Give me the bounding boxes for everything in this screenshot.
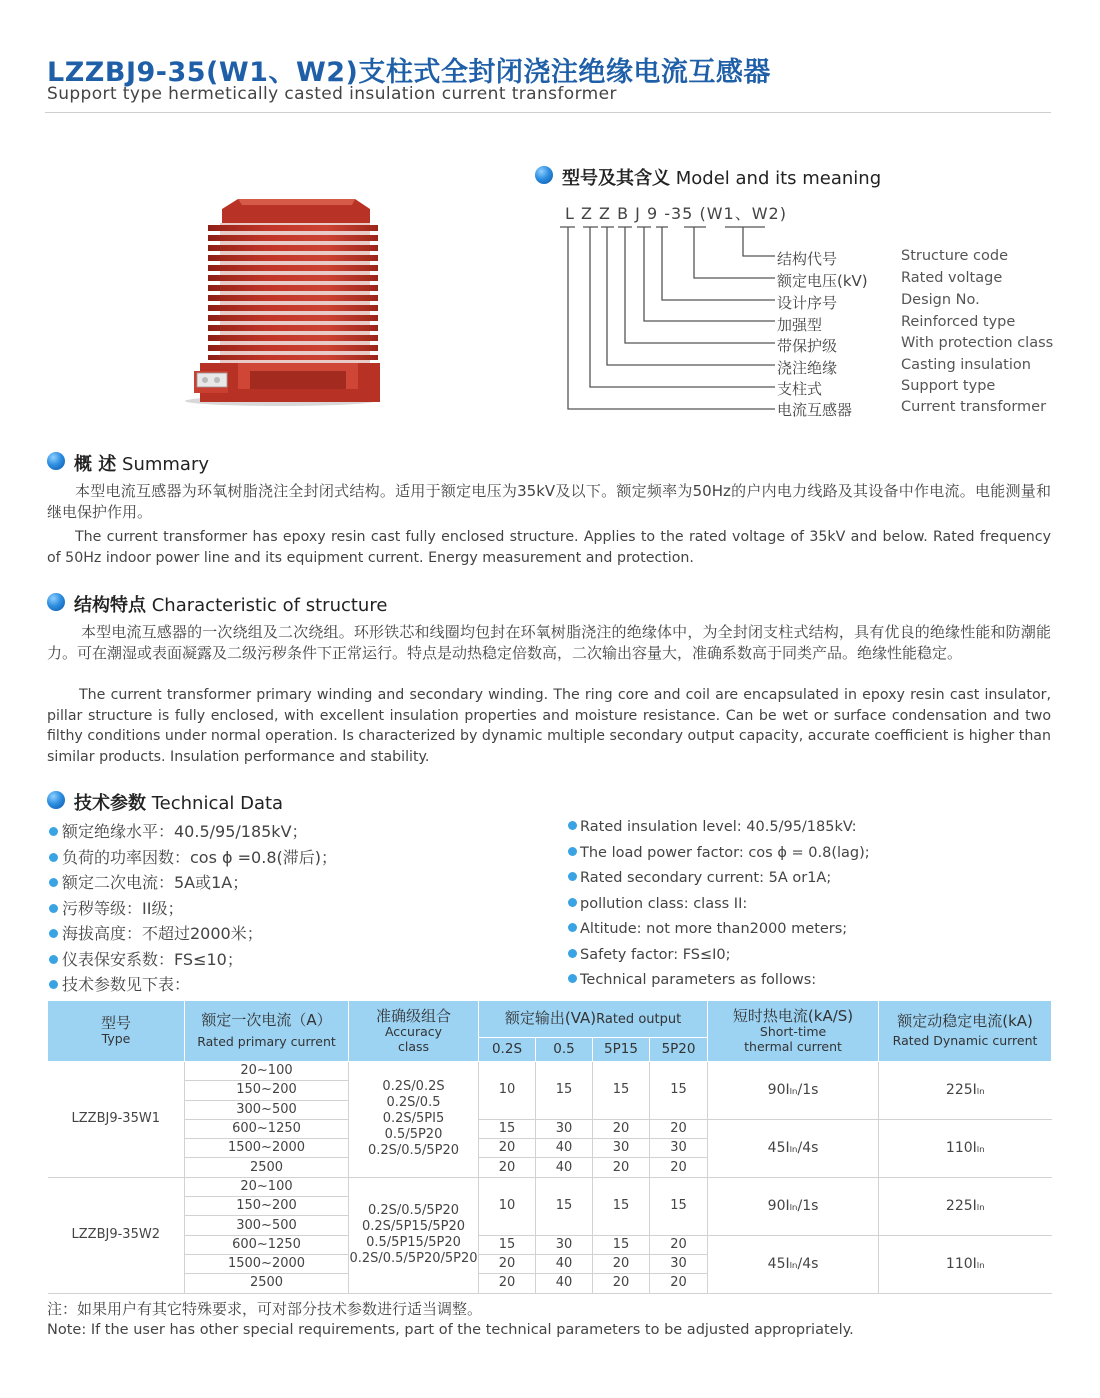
meaning-item-cn: 电流互感器 xyxy=(777,401,853,419)
col-header-current: 额定一次电流（A） Rated primary current xyxy=(185,1001,349,1062)
page-subtitle: Support type hermetically casted insulation current transformer xyxy=(47,84,617,104)
output-cell: 15 xyxy=(536,1062,593,1120)
tech-item-cn: 技术参数见下表： xyxy=(49,972,190,995)
model-code: L Z Z B J 9 -35 (W1、W2) xyxy=(565,204,787,223)
col-header-type: 型号 Type xyxy=(48,1001,185,1062)
model-heading-en: Model and its meaning xyxy=(675,168,882,189)
dot-icon xyxy=(49,853,58,862)
col-header-output-sub: 5P15 xyxy=(593,1038,650,1062)
col-header-dynamic: 额定动稳定电流(kA) Rated Dynamic current xyxy=(879,1001,1052,1062)
meaning-item-cn: 额定电压(kV) xyxy=(777,272,868,290)
current-cell: 1500~2000 xyxy=(185,1139,349,1158)
bullet-icon xyxy=(47,452,65,470)
output-cell: 10 xyxy=(479,1177,536,1235)
output-cell: 20 xyxy=(593,1158,650,1177)
meaning-item-cn: 支柱式 xyxy=(777,380,823,398)
output-cell: 10 xyxy=(479,1062,536,1120)
current-cell: 150~200 xyxy=(185,1081,349,1100)
technical-heading-en: Technical Data xyxy=(151,793,284,814)
model-heading xyxy=(562,164,881,190)
meaning-item-cn: 加强型 xyxy=(777,316,823,334)
type-cell: LZZBJ9-35W2 xyxy=(48,1177,185,1293)
current-cell: 2500 xyxy=(185,1158,349,1177)
output-cell: 40 xyxy=(536,1158,593,1177)
structure-heading-en: Characteristic of structure xyxy=(151,595,388,616)
technical-heading xyxy=(74,789,283,815)
structure-text-en: The current transformer primary winding and secondary winding. The ring core and coil are encapsulated in epoxy resin cast insulator, pillar structure is fully enclosed, with excellent insulation properties and moisture resistance. Can be wet or surface condensation and two filthy conditions under normal operation. Is characterized by dynamic multiple secondary output capacity, accurate coefficient is higher than similar products. Insulation performance and stability. xyxy=(47,687,1051,765)
tech-item-en: Rated insulation level: 40.5/95/185kV: xyxy=(568,819,857,835)
output-cell: 15 xyxy=(650,1177,708,1235)
model-diagram-lines xyxy=(560,222,780,417)
dot-icon xyxy=(49,955,58,964)
meaning-item-en: Casting insulation xyxy=(901,357,1031,373)
col-header-output-sub: 0.5 xyxy=(536,1038,593,1062)
dot-icon xyxy=(49,878,58,887)
summary-text-cn: 本型电流互感器为环氧树脂浇注全封闭式结构。适用于额定电压为35kV及以下。额定频率为50Hz的户内电力线路及其设备中作电流。电能测量和继电保护作用。 xyxy=(47,482,1051,521)
table-row xyxy=(48,1062,1052,1081)
output-cell: 20 xyxy=(593,1119,650,1138)
output-cell: 15 xyxy=(536,1177,593,1235)
structure-heading-cn: 结构特点 xyxy=(74,595,146,616)
output-cell: 15 xyxy=(593,1235,650,1254)
dot-icon xyxy=(568,872,577,881)
current-cell: 300~500 xyxy=(185,1100,349,1119)
type-cell: LZZBJ9-35W1 xyxy=(48,1062,185,1178)
thermal-cell: 45Iₗₙ/4s xyxy=(708,1235,879,1293)
output-cell: 15 xyxy=(479,1235,536,1254)
dot-icon xyxy=(49,827,58,836)
dynamic-cell: 225Iₗₙ xyxy=(879,1177,1052,1235)
dot-icon xyxy=(49,904,58,913)
dynamic-cell: 110Iₗₙ xyxy=(879,1119,1052,1177)
col-header-thermal: 短时热电流(kA/S) Short-time thermal current xyxy=(708,1001,879,1062)
meaning-item-en: Design No. xyxy=(901,292,980,308)
col-header-output-sub: 0.2S xyxy=(479,1038,536,1062)
tech-item-cn: 额定二次电流：5A或1A； xyxy=(49,870,248,893)
tech-item-cn: 额定绝缘水平：40.5/95/185kV； xyxy=(49,819,308,842)
output-cell: 20 xyxy=(479,1139,536,1158)
page-title: LZZBJ9-35(W1、W2)支柱式全封闭浇注绝缘电流互感器 xyxy=(47,57,771,88)
output-cell: 40 xyxy=(536,1139,593,1158)
thermal-cell: 90Iₗₙ/1s xyxy=(708,1062,879,1120)
dot-icon xyxy=(568,923,577,932)
output-cell: 20 xyxy=(479,1158,536,1177)
output-cell: 20 xyxy=(479,1254,536,1273)
spec-table xyxy=(47,1000,1052,1294)
dynamic-cell: 225Iₗₙ xyxy=(879,1062,1052,1120)
output-cell: 15 xyxy=(479,1119,536,1138)
summary-heading xyxy=(74,450,209,476)
meaning-item-cn: 结构代号 xyxy=(777,250,838,268)
tech-item-cn: 海拔高度：不超过2000米； xyxy=(49,921,263,944)
output-cell: 20 xyxy=(593,1254,650,1273)
output-cell: 40 xyxy=(536,1254,593,1273)
table-row xyxy=(48,1177,1052,1196)
output-cell: 20 xyxy=(650,1158,708,1177)
bullet-icon xyxy=(535,166,553,184)
dynamic-cell: 110Iₗₙ xyxy=(879,1235,1052,1293)
tech-item-en: Altitude: not more than2000 meters; xyxy=(568,921,847,937)
col-header-accuracy: 准确级组合 Accuracy class xyxy=(349,1001,479,1062)
tech-item-cn: 负荷的功率因数：cos ϕ =0.8(滞后)； xyxy=(49,845,337,868)
dot-icon xyxy=(568,847,577,856)
summary-text-en: The current transformer has epoxy resin cast fully enclosed structure. Applies to the rated voltage of 35kV and below. Rated frequency of 50Hz indoor power line and its equipment current. Energy measurement and protection. xyxy=(47,529,1051,566)
current-cell: 150~200 xyxy=(185,1197,349,1216)
thermal-cell: 45Iₗₙ/4s xyxy=(708,1119,879,1177)
current-cell: 20~100 xyxy=(185,1177,349,1196)
dot-icon xyxy=(49,929,58,938)
table-row xyxy=(48,1119,1052,1138)
summary-heading-cn: 概 述 xyxy=(74,454,117,475)
summary-heading-en: Summary xyxy=(122,454,210,475)
structure-text-cn: 本型电流互感器的一次绕组及二次绕组。环形铁芯和线圈均包封在环氧树脂浇注的绝缘体中，为全封闭支柱式结构，具有优良的绝缘性能和防潮能力。可在潮湿或表面凝露及二级污秽条件下正常运行。特点是动热稳定倍数高，二次输出容量大，准确系数高于同类产品。绝缘性能稳定。 xyxy=(47,623,1051,662)
technical-heading-cn: 技术参数 xyxy=(74,793,146,814)
header-divider xyxy=(45,112,1051,113)
table-row xyxy=(48,1235,1052,1254)
model-heading-cn: 型号及其含义 xyxy=(562,168,670,189)
output-cell: 30 xyxy=(536,1119,593,1138)
output-cell: 20 xyxy=(650,1119,708,1138)
note-en: Note: If the user has other special requirements, part of the technical parameters to be adjusted appropriately. xyxy=(47,1322,854,1338)
tech-item-cn: 仪表保安系数：FS≤10； xyxy=(49,947,243,970)
meaning-item-cn: 浇注绝缘 xyxy=(777,359,838,377)
accuracy-cell: 0.2S/0.2S 0.2S/0.5 0.2S/5PI5 0.5/5P20 0.2S/0.5/5P20 xyxy=(349,1062,479,1178)
meaning-item-en: Rated voltage xyxy=(901,270,1003,286)
output-cell: 20 xyxy=(650,1235,708,1254)
output-cell: 20 xyxy=(650,1274,708,1293)
meaning-item-en: With protection class xyxy=(901,335,1054,351)
tech-item-en: pollution class: class II: xyxy=(568,896,747,912)
meaning-item-en: Reinforced type xyxy=(901,314,1016,330)
tech-item-cn: 污秽等级：II级； xyxy=(49,896,183,919)
meaning-item-en: Structure code xyxy=(901,248,1009,264)
output-cell: 30 xyxy=(650,1254,708,1273)
output-cell: 30 xyxy=(650,1139,708,1158)
dot-icon xyxy=(568,949,577,958)
current-cell: 1500~2000 xyxy=(185,1254,349,1273)
structure-heading xyxy=(74,591,387,617)
meaning-item-en: Current transformer xyxy=(901,399,1047,415)
dot-icon xyxy=(568,898,577,907)
tech-item-en: Safety factor: FS≤I0; xyxy=(568,947,731,963)
col-header-output-sub: 5P20 xyxy=(650,1038,708,1062)
bullet-icon xyxy=(47,593,65,611)
output-cell: 15 xyxy=(593,1062,650,1120)
current-cell: 20~100 xyxy=(185,1062,349,1081)
thermal-cell: 90Iₗₙ/1s xyxy=(708,1177,879,1235)
output-cell: 40 xyxy=(536,1274,593,1293)
output-cell: 30 xyxy=(536,1235,593,1254)
tech-item-en: Rated secondary current: 5A or1A; xyxy=(568,870,831,886)
dot-icon xyxy=(49,980,58,989)
output-cell: 20 xyxy=(593,1274,650,1293)
dot-icon xyxy=(568,821,577,830)
current-cell: 300~500 xyxy=(185,1216,349,1235)
output-cell: 20 xyxy=(479,1274,536,1293)
col-header-output: 额定输出(VA)Rated output xyxy=(479,1001,708,1038)
current-cell: 600~1250 xyxy=(185,1235,349,1254)
meaning-item-cn: 设计序号 xyxy=(777,294,838,312)
bullet-icon xyxy=(47,791,65,809)
dot-icon xyxy=(568,974,577,983)
tech-item-en: The load power factor: cos ϕ = 0.8(lag); xyxy=(568,845,870,861)
output-cell: 15 xyxy=(650,1062,708,1120)
current-cell: 600~1250 xyxy=(185,1119,349,1138)
output-cell: 15 xyxy=(593,1177,650,1235)
meaning-item-cn: 带保护级 xyxy=(777,337,838,355)
tech-item-en: Technical parameters as follows: xyxy=(568,972,816,988)
accuracy-cell: 0.2S/0.5/5P20 0.2S/5P15/5P20 0.5/5P15/5P20 0.2S/0.5/5P20/5P20 xyxy=(349,1177,479,1293)
meaning-item-en: Support type xyxy=(901,378,996,394)
output-cell: 30 xyxy=(593,1139,650,1158)
note-cn: 注：如果用户有其它特殊要求，可对部分技术参数进行适当调整。 xyxy=(47,1300,483,1318)
current-cell: 2500 xyxy=(185,1274,349,1293)
product-image xyxy=(180,195,385,410)
